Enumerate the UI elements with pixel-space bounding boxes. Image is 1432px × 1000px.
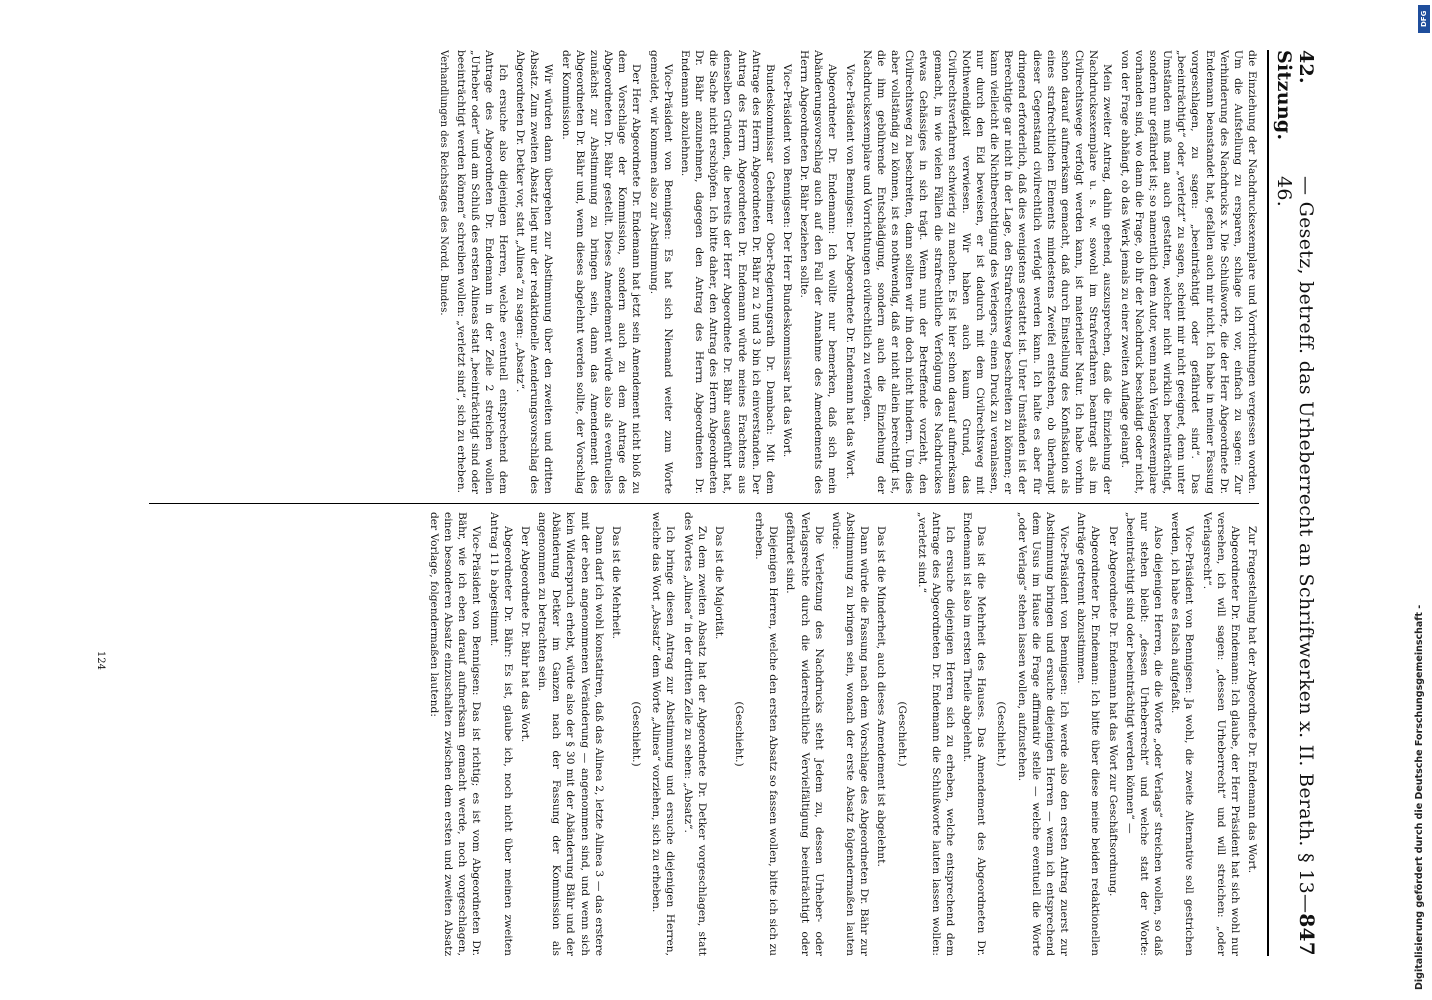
scanned-page — [71, 20, 1361, 980]
paragraph: Diejenigen Herren, welche den ersten Absatz so fassen wollen, bitte ich sich zu erheben. — [753, 512, 780, 956]
paragraph: Dann würde die Fassung nach dem Vorschlage des Abgeordneten Dr. Bähr zur Abstimmung zu bringen sein, wonach der erste Absatz folgendermaßen lauten würde: — [829, 512, 871, 956]
paragraph: Vice-Präsident von Bennigsen: Der Abgeordnete Dr. Endemann hat das Wort. — [843, 64, 856, 480]
stage-direction: (Geschieht.) — [895, 701, 908, 767]
paragraph: Bundeskommissar Geheimer Ober-Regierungsrath Dr. Dambach: Mit dem Antrage des Herrn Abgeordneten Dr. Bähr zu 2 und 3 bin ich einverstanden. Der Antrag des Herrn Abgeordneten Dr. Endemann würde meines Erachtens aus denselben Gründen, die bereits der Herr Abgeordnete Dr. Bähr ausgeführt hat, die Sache nicht erschöpfen. Ich bitte daher, den Antrag des Herrn Abgeordneten Dr. Bähr anzunehmen, dagegen den Antrag des Herrn Abgeordneten Dr. Endemann abzulehnen. — [678, 50, 776, 494]
paragraph: Das ist die Majorität. — [712, 526, 725, 640]
header-title: — Gesetz, betreff. das Urheberrecht an Schriftwerken x. II. Berath. § 13—46. — [1273, 176, 1317, 914]
paragraph: Zu dem zweiten Absatz hat der Abgeordnete Dr. Detker vorgeschlagen, statt des Wortes „Alinea“ in der dritten Zeile zu sehen: „Absatz“. — [681, 512, 708, 956]
paragraph: Vice-Präsident von Bennigsen: Das ist richtig; es ist vom Abgeordneten Dr. Bähr, wie ich eben darauf aufmerksam gemacht werde, noch vorgeschlagen, einen besonderen Absatz einzuschalten zwischen dem ersten und zweiten Absatz der Vorlage, folgendermaßen lautend: — [428, 512, 483, 956]
stage-direction: (Geschieht.) — [630, 701, 643, 767]
paragraph: die Einziehung der Nachdrucksexemplare und Vorrichtungen vergessen worden. Um die Aufstellung zu ersparen, schlage ich vor, einfach zu sagen: Zur Verhinderung des Nachdrucks x. Die Schlußworte, die der Herr Abgeordnete Dr. Endemann beanstandet hat, gefallen auch mir nicht. Ich habe in meiner Fassung vorgeschlagen, zu sagen: „beeinträchtigt oder gefährdet sind“. Das „beeinträchtigt“ oder „verletzt“ zu sagen, scheint mir nicht geeignet, denn unter Umständen muß man auch gestatten, welcher nicht wirklich beeinträchtigt, sondern nur gefährdet ist; so namentlich dem Autor, wenn nach Verlagsexemplare vorhanden sind, wo dann die Frage, ob ihr der Nachdruck beschädigt oder nicht, von der Frage abhängt, ob das Werk jemals zu einer zweiten Auflage gelangt. — [1118, 50, 1258, 494]
paragraph: Abgeordneter Dr. Endemann: Ich glaube, der Herr Präsident hat sich wohl nur versehen, ich will sagen: „dessen Urheberrecht“ und will streichen: „oder Verlagsrecht“. — [1200, 512, 1241, 956]
paragraph: Der Abgeordnete Dr. Bähr hat das Wort. — [518, 526, 531, 743]
text-columns — [149, 50, 1259, 956]
credit-text: Digitalisierung gefördert durch die Deutsche Forschungsgemeinschaft - — [1414, 604, 1425, 990]
paragraph: Vice-Präsident von Bennigsen: Ja wohl, die zweite Alternative soll gestrichen werden, ich habe es falsch aufgefaßt. — [1169, 512, 1196, 956]
paragraph: Vice-Präsident von Bennigsen: Es hat sich Niemand weiter zum Worte gemeldet, wir kommen also zur Abstimmung. — [647, 50, 674, 494]
left-column — [149, 50, 1259, 494]
paragraph: Der Abgeordnete Dr. Endemann hat das Wort zur Geschäftsordnung. — [1106, 526, 1119, 897]
signature-mark: 124 — [95, 650, 106, 670]
paragraph: Zur Fragestellung hat der Abgeordnete Dr. Endemann das Wort. — [1246, 526, 1258, 874]
paragraph: Vice-Präsident von Bennigsen: Der Herr Bundeskommissar hat das Wort. — [781, 64, 793, 458]
stage-direction: (Geschieht.) — [995, 701, 1008, 767]
paragraph: Vice-Präsident von Bennigsen: Ich werde also den ersten Antrag zuerst zur Abstimmung bringen und ersuche diejenigen Herren — wenn ich entsprechend dem Usus im Hause die Frage affirmativ stelle — welche eventuell die Worte „oder Verlags“ stehen lassen wollen, aufzustehen. — [1015, 512, 1071, 956]
paragraph: Wir würden dann übergehen zur Abstimmung über den zweiten und dritten Absatz. Zum zweiten Absatz liegt nur der redaktionelle Aenderungsvorschlag des Abgeordneten Dr. Detker vor, statt „Alinea“ zu sagen: „Absatz“. — [514, 50, 555, 494]
page-number: 847 — [1295, 913, 1319, 956]
paragraph: Das ist die Mehrheit. — [609, 526, 622, 639]
right-column — [149, 512, 1259, 956]
paragraph: Der Herr Abgeordnete Dr. Endemann hat jetzt sein Amendement nicht bloß zu dem Vorschlage der Kommission, sondern auch zu dem Antrage des Abgeordneten Dr. Bähr gestellt. Dieses Amendement würde also als eventuelles zunächst zur Abstimmung zu bringen sein, dann das Amendement des Abgeordneten Dr. Bähr und, wenn dieses abgelehnt werden sollte, der Vorschlag der Kommission. — [559, 50, 643, 494]
paragraph: Ich ersuche diejenigen Herren sich zu erheben, welche entsprechend dem Antrage des Abgeordneten Dr. Endemann die Schlußworte lauten lassen wollen: „verletzt sind.“ — [915, 512, 957, 956]
paragraph: Abgeordneter Dr. Endemann: Ich wollte nur bemerken, daß sich mein Abänderungsvorschlag auch auf den Fall der Annahme des Amendements des Herrn Abgeordneten Dr. Bähr beziehen sollte. — [798, 50, 839, 494]
paragraph: Das ist die Minderheit, auch dieses Amendement ist abgelehnt. — [875, 526, 888, 867]
column-divider — [149, 503, 1259, 504]
paragraph: Mein zweiter Antrag, dahin gehend, auszusprechen, daß die Einziehung der Nachdrucksexemplare u. s. w. sowohl im Strafverfahren beantragt als im Civilrechtswege verfolgt werden kann, ist materieller Natur. Ich habe vorhin schon darauf aufmerksam gemacht, daß durch Einstellung des Konfiskation als eines strafrechtlichen Elements mindestens Zweifel entstehen, ob überhaupt dieser Gegenstand civilrechtlich verfolgt werden kann. Ich halte es aber für dringend erforderlich, daß dies wenigstens gestattet ist. Unter Umständen ist der Berechtigte gar nicht in der Lage, den Strafrechtsweg beschreiten zu können; er kann vielleicht die Nichtberechtigung des Verlegers, einen Druck zu veranlassen, nur durch den Eid beweisen, er ist dadurch mit dem Civilrechtsweg mit Nothwendigkeit verwiesen. Wir haben auch kaum Grund, das Civilrechtsverfahren schwierig zu machen. Es ist hier schon darauf aufmerksam gemacht, in wie vielen Fällen die strafrechtliche Verfolgung des Nachdruckes etwas Gehässiges in sich trägt. Wenn nun der Betreffende vorzieht, den Civilrechtsweg zu beschreiten, dann sollten wir ihn doch nicht hindern. Um dies aber vollständig zu können, ist es nothwendig, daß er nicht allein berechtigt ist, die ihm gebührende Entschädigung, sondern auch die Einziehung der Nachdrucksexemplare und Vorrichtungen civilrechtlich zu verfolgen. — [860, 50, 1114, 494]
session-label: 42. Sitzung. — [1273, 50, 1317, 141]
paragraph: Abgeordneter Dr. Bähr: Es ist, glaube ich, noch nicht über meinen zweiten Antrag 11 b abgestimmt. — [487, 512, 514, 956]
stage-direction: (Geschieht.) — [733, 701, 745, 767]
paragraph: Dann darf ich wohl konstatiren, daß das Alinea 2, letzte Alinea 3 — das erstere mit der eben angenommenen Veränderung — angenommen sind, und wenn sich kein Widerspruch erhebt, würde also der § 30 mit der Abänderung Bähr und der Abänderung Detker im Ganzen nach der Fassung der Kommission als angenommen zu betrachten sein. — [536, 512, 605, 956]
paragraph: Ich ersuche also diejenigen Herren, welche eventuell entsprechend dem Antrage des Abgeordneten Dr. Endemann in der Zeile 2 streichen wollen „Urheber oder“ und am Schluß des ersten Alineas statt „beeinträchtigt sind oder beeinträchtigt werden können“ schreiben wollen: „verletzt sind“, sich zu erheben. — [454, 50, 510, 494]
quoted-text: Die Verletzung des Nachdrucks steht Jedem zu, dessen Urheber- oder Verlagsrechte durch die widerrechtliche Vervielfältigung beeinträchtigt oder gefährdet sind. — [784, 512, 825, 956]
paragraph: Das ist die Mehrheit des Hauses. Das Amendement des Abgeordneten Dr. Endemann ist also im ersten Theile abgelehnt. — [961, 512, 988, 956]
dfg-logo: DFG — [1418, 5, 1430, 33]
digitization-credit — [1414, 520, 1428, 990]
running-header — [1267, 50, 1319, 956]
paragraph: Abgeordneter Dr. Endemann: Ich bitte über diese meine beiden redaktionellen Anträge getrennt abzustimmen. — [1075, 512, 1102, 956]
proceedings-footer: Verhandlungen des Reichstages des Nordd. Bundes. — [438, 50, 450, 316]
paragraph: Ich bringe diesen Antrag zur Abstimmung und ersuche diejenigen Herren, welche das Wort „Absatz“ dem Worte „Alinea“ vorziehen, sich zu erheben. — [650, 512, 677, 956]
paragraph: Also diejenigen Herren, die die Worte „oder Verlags“ streichen wollen, so daß nur stehen bleibt: „dessen Urheberrecht“ und welche statt der Worte: „beeinträchtigt sind oder beeinträchtigt werden können“ — — [1123, 512, 1165, 956]
